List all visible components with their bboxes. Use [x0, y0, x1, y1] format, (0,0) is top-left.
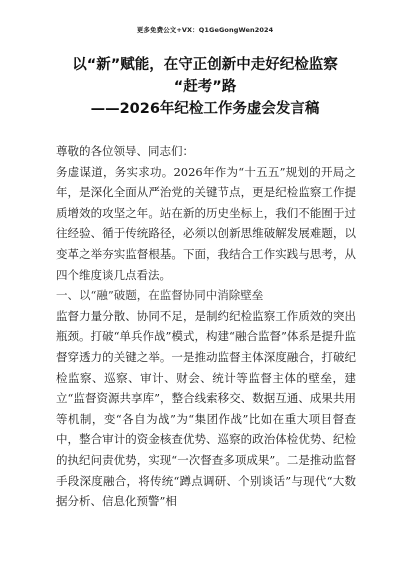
title-line-1: 以“新”赋能，在守正创新中走好纪检监察: [72, 57, 338, 73]
title-line-2: “赶考”路: [173, 79, 237, 95]
section-heading-1: 一、以“融”破题，在监督协同中消除壁垒: [56, 288, 264, 303]
document-title: [0, 54, 410, 120]
document-body: [56, 141, 356, 512]
greeting: 尊敬的各位领导、同志们：: [56, 144, 194, 158]
title-line-3: ——2026年纪检工作务虚会发言稿: [90, 101, 320, 117]
paragraph-section-1: 监督力量分散、协同不足，是制约纪检监察工作质效的突出瓶颈。打破“单兵作战”模式，构建“融合监督”体系是提升监督穿透力的关键之举。一是推动监督主体深度融合，打破纪检监察、巡察、审计、财会、统计等监督主体的壁垒，建立“监督资源共享库”，整合线索移交、数据互通、成果共用等机制，变“各自为战”为“集团作战”比如在重大项目督查中，整合审计的资金核查优势、巡察的政治体检优势、纪检的执纪问责优势，实现“一次督查多项成果”。二是推动监督手段深度融合，将传统“蹲点调研、个别谈话”与现代“大数据分析、信息化预警”相: [56, 308, 356, 509]
header-watermark: 更多免费公文+VX：Q1GeGongWen2024: [136, 26, 274, 34]
paragraph-intro: 务虚谋道，务实求功。2026年作为“十五五”规划的开局之年，是深化全面从严治党的关键节点，更是纪检监察工作提质增效的攻坚之年。站在新的历史坐标上，我们不能囿于过往经验、循于传统路径，必须以创新思维破解发展难题，以变革之举夯实监督根基。下面，我结合工作实践与思考，从四个维度谈几点看法。: [56, 164, 356, 282]
